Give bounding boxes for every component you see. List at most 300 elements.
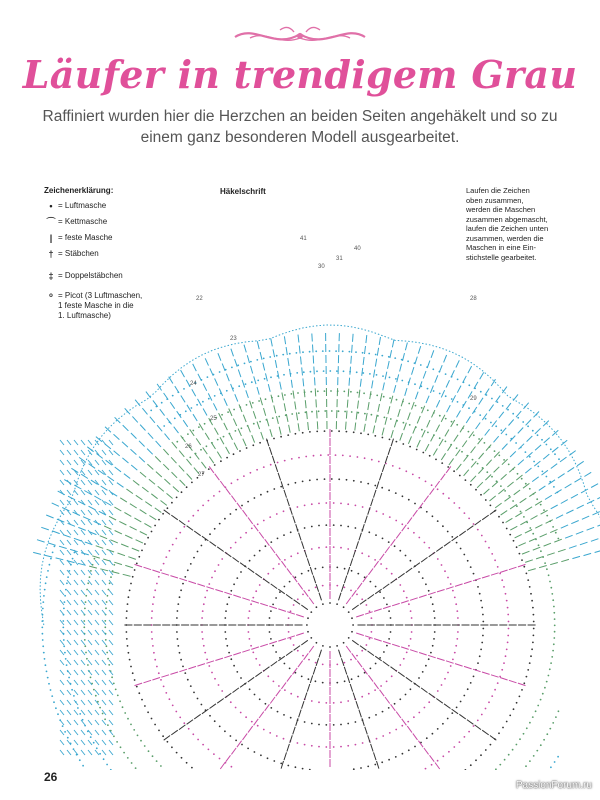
chain-stitch-mark — [110, 769, 112, 770]
stitch-mark — [126, 489, 132, 494]
chain-stitch-mark — [485, 499, 487, 501]
chain-stitch-mark — [347, 723, 349, 725]
chain-stitch-mark — [529, 662, 531, 664]
stitch-mark — [398, 409, 400, 417]
stitch-mark — [104, 526, 111, 529]
chain-stitch-mark — [480, 391, 482, 393]
chain-stitch-mark — [46, 576, 48, 578]
stitch-mark — [490, 496, 496, 501]
stitch-mark — [363, 576, 368, 583]
stitch-mark — [352, 640, 359, 645]
chain-stitch-mark — [298, 457, 300, 459]
chain-stitch-mark — [364, 413, 366, 415]
stitch-mark — [88, 750, 92, 755]
chain-stitch-mark — [529, 488, 531, 490]
chain-stitch-mark — [411, 631, 413, 633]
chain-stitch-mark — [138, 556, 140, 558]
stitch-mark — [160, 409, 165, 415]
stitch-mark — [302, 367, 303, 375]
chain-stitch-mark — [94, 558, 96, 560]
stitch-mark — [270, 547, 275, 554]
chain-stitch-mark — [151, 610, 153, 612]
stitch-mark — [102, 540, 106, 545]
stitch-mark — [290, 507, 293, 515]
stitch-mark — [67, 600, 71, 605]
stitch-mark — [436, 699, 443, 704]
chain-stitch-mark — [304, 505, 306, 507]
chain-stitch-mark — [340, 525, 342, 527]
chain-stitch-mark — [467, 688, 469, 690]
stitch-mark — [436, 425, 440, 432]
chain-stitch-mark — [277, 711, 279, 713]
chain-stitch-mark — [57, 713, 59, 715]
stitch-mark — [174, 427, 179, 433]
chain-stitch-mark — [347, 700, 349, 702]
chain-stitch-mark — [344, 568, 346, 570]
chain-stitch-mark — [136, 686, 138, 688]
chain-stitch-mark — [304, 721, 306, 723]
stitch-mark — [294, 646, 301, 651]
chain-stitch-mark — [470, 566, 472, 568]
chain-stitch-mark — [103, 758, 105, 760]
chain-stitch-mark — [533, 614, 535, 616]
stitch-mark — [261, 432, 264, 440]
chain-stitch-mark — [227, 411, 229, 413]
stitch-mark — [259, 712, 264, 718]
stitch-mark — [67, 530, 71, 535]
chain-stitch-mark — [331, 410, 333, 412]
chain-stitch-mark — [259, 421, 261, 423]
stitch-mark — [466, 416, 470, 423]
chain-stitch-mark — [65, 589, 67, 591]
stitch-mark — [183, 420, 188, 427]
chain-stitch-mark — [402, 753, 404, 755]
stitch-mark — [341, 658, 344, 666]
stitch-mark — [152, 570, 160, 573]
stitch-mark — [445, 430, 449, 437]
stitch-mark — [210, 542, 217, 547]
chain-stitch-mark — [283, 534, 285, 536]
chain-stitch-mark — [533, 755, 535, 757]
chain-stitch-mark — [538, 544, 540, 546]
stitch-mark — [544, 438, 550, 443]
chain-stitch-mark — [311, 526, 313, 528]
chain-stitch-mark — [191, 767, 193, 769]
chain-stitch-mark — [52, 552, 54, 554]
stitch-mark — [95, 570, 99, 575]
stitch-mark — [471, 461, 476, 467]
chain-stitch-mark — [558, 458, 560, 460]
stitch-mark — [248, 677, 254, 682]
stitch-mark — [476, 423, 481, 430]
stitch-mark — [251, 647, 259, 650]
stitch-mark — [547, 553, 555, 556]
stitch-mark — [352, 590, 357, 597]
chain-stitch-mark — [251, 721, 253, 723]
stitch-mark — [293, 516, 296, 524]
stitch-mark — [315, 388, 316, 396]
stitch-mark — [347, 400, 348, 408]
chain-stitch-mark — [342, 455, 344, 457]
chain-stitch-mark — [383, 651, 385, 653]
chain-stitch-mark — [519, 738, 521, 740]
stitch-mark — [95, 590, 99, 595]
stitch-mark — [346, 422, 347, 430]
chain-stitch-mark — [445, 441, 447, 443]
stitch-mark — [233, 557, 239, 562]
stitch-mark — [81, 750, 85, 755]
stitch-mark — [60, 660, 64, 665]
chain-stitch-mark — [214, 570, 216, 572]
chain-stitch-mark — [350, 391, 352, 393]
chain-stitch-mark — [250, 361, 252, 363]
stitch-mark — [225, 693, 232, 698]
chain-stitch-mark — [240, 537, 242, 539]
chain-stitch-mark — [507, 642, 509, 644]
row-number-label: 40 — [354, 246, 361, 252]
stitch-mark — [158, 486, 164, 491]
chain-stitch-mark — [470, 764, 472, 766]
stitch-mark — [398, 573, 405, 578]
stitch-mark — [561, 500, 568, 504]
stitch-mark — [60, 740, 64, 745]
chain-stitch-mark — [421, 407, 423, 409]
chain-stitch-mark — [301, 676, 303, 678]
chain-stitch-mark — [144, 543, 146, 545]
chain-stitch-mark — [42, 645, 44, 647]
chain-stitch-mark — [357, 676, 359, 678]
chain-stitch-mark — [392, 465, 394, 467]
stitch-mark — [456, 360, 459, 367]
stitch-mark — [239, 404, 242, 412]
stitch-mark — [304, 590, 309, 597]
chain-stitch-mark — [491, 695, 493, 697]
stitch-mark — [352, 605, 359, 610]
stitch-mark — [37, 540, 45, 542]
chain-stitch-mark — [395, 492, 397, 494]
stitch-mark — [308, 422, 309, 430]
stitch-mark — [136, 540, 143, 543]
stitch-mark — [293, 391, 294, 399]
stitch-mark — [78, 527, 85, 530]
chain-stitch-mark — [481, 714, 483, 716]
stitch-mark — [81, 710, 85, 715]
stitch-mark — [374, 490, 377, 498]
chain-stitch-mark — [407, 721, 409, 723]
page-title: Läufer in trendigem Grau — [22, 52, 578, 97]
stitch-mark — [220, 437, 224, 444]
chain-stitch-mark — [303, 371, 305, 373]
stitch-mark — [439, 365, 442, 372]
chain-stitch-mark — [395, 729, 397, 731]
stitch-mark — [290, 369, 291, 377]
chain-stitch-mark — [324, 410, 326, 412]
stitch-mark — [375, 589, 382, 594]
chain-stitch-mark — [371, 617, 373, 619]
chain-stitch-mark — [255, 658, 257, 660]
chain-stitch-mark — [127, 652, 129, 654]
chain-stitch-mark — [543, 739, 545, 741]
chain-stitch-mark — [543, 509, 545, 511]
chain-stitch-mark — [83, 620, 85, 622]
chain-stitch-mark — [495, 425, 497, 427]
legend-label: = Doppelstäbchen — [58, 271, 123, 280]
chain-stitch-mark — [276, 355, 278, 357]
stitch-mark — [312, 334, 313, 342]
stitch-mark — [491, 675, 499, 677]
chain-stitch-mark — [463, 695, 465, 697]
chain-stitch-mark — [106, 764, 108, 766]
chain-stitch-mark — [495, 768, 497, 770]
chain-stitch-mark — [413, 716, 415, 718]
chain-stitch-mark — [557, 756, 559, 758]
chain-stitch-mark — [386, 568, 388, 570]
chain-stitch-mark — [316, 642, 318, 644]
chain-stitch-mark — [179, 596, 181, 598]
stitch-mark — [41, 527, 49, 530]
stitch-mark — [437, 658, 445, 660]
chain-stitch-mark — [322, 350, 324, 352]
chain-stitch-mark — [523, 733, 525, 735]
chain-stitch-mark — [296, 352, 298, 354]
chain-stitch-mark — [356, 655, 358, 657]
stitch-mark — [319, 593, 322, 601]
chain-stitch-mark — [252, 652, 254, 654]
chain-stitch-mark — [127, 596, 129, 598]
chain-stitch-mark — [348, 611, 350, 613]
stitch-mark — [234, 443, 238, 450]
chain-stitch-mark — [221, 414, 223, 416]
chain-stitch-mark — [410, 688, 412, 690]
stitch-mark — [102, 720, 106, 725]
stitch-mark — [74, 460, 78, 465]
stitch-mark — [88, 500, 92, 505]
stitch-mark — [153, 400, 158, 406]
chain-stitch-mark — [177, 603, 179, 605]
chain-stitch-mark — [295, 482, 297, 484]
chain-stitch-mark — [218, 684, 220, 686]
chain-stitch-mark — [432, 368, 434, 370]
chain-stitch-mark — [196, 404, 198, 406]
stitch-mark — [59, 546, 67, 548]
chain-stitch-mark — [342, 350, 344, 352]
chain-stitch-mark — [418, 477, 420, 479]
stitch-mark — [67, 670, 71, 675]
stitch-mark — [348, 389, 349, 397]
chain-stitch-mark — [302, 481, 304, 483]
stitch-mark — [95, 660, 99, 665]
chain-stitch-mark — [349, 455, 351, 457]
stitch-mark — [81, 720, 85, 725]
stitch-mark — [298, 335, 299, 343]
chain-stitch-mark — [409, 424, 411, 426]
chain-stitch-mark — [422, 671, 424, 673]
chain-stitch-mark — [498, 516, 500, 518]
chain-stitch-mark — [532, 533, 534, 535]
chain-stitch-mark — [179, 532, 181, 534]
chain-stitch-mark — [318, 525, 320, 527]
stitch-mark — [81, 440, 85, 445]
row-number-label: 30 — [318, 264, 325, 270]
stitch-mark — [374, 752, 377, 760]
stitch-mark — [467, 526, 474, 531]
stitch-mark — [251, 366, 253, 374]
stitch-mark — [60, 510, 64, 515]
stitch-mark — [81, 670, 85, 675]
chain-stitch-mark — [406, 597, 408, 599]
stitch-mark — [240, 563, 247, 568]
stitch-mark — [114, 562, 122, 564]
stitch-mark — [371, 744, 374, 752]
stitch-mark — [518, 444, 524, 450]
stitch-mark — [102, 750, 106, 755]
chain-stitch-mark — [473, 434, 475, 436]
stitch-mark — [473, 669, 481, 672]
chain-stitch-mark — [408, 403, 410, 405]
chain-stitch-mark — [82, 765, 84, 767]
stitch-mark — [193, 414, 197, 421]
chain-stitch-mark — [153, 596, 155, 598]
stitch-mark — [136, 495, 143, 500]
stitch-mark — [88, 640, 92, 645]
chain-stitch-mark — [526, 676, 528, 678]
stitch-mark — [109, 480, 113, 485]
chain-stitch-mark — [457, 401, 459, 403]
chain-stitch-mark — [459, 741, 461, 743]
stitch-mark — [263, 363, 265, 371]
stitch-mark — [269, 447, 272, 455]
chain-stitch-mark — [396, 399, 398, 401]
stitch-mark — [304, 693, 307, 701]
chain-stitch-mark — [315, 680, 317, 682]
chain-stitch-mark — [503, 586, 505, 588]
chain-stitch-mark — [241, 744, 243, 746]
chain-stitch-mark — [428, 590, 430, 592]
stitch-mark — [81, 570, 85, 575]
stitch-mark — [264, 408, 266, 416]
stitch-mark — [431, 434, 435, 441]
stitch-mark — [316, 399, 317, 407]
stitch-mark — [313, 345, 314, 353]
stitch-mark — [370, 391, 371, 399]
stitch-mark — [313, 576, 316, 584]
stitch-mark — [255, 672, 262, 677]
chain-stitch-mark — [338, 410, 340, 412]
stitch-mark — [188, 581, 196, 584]
chain-stitch-mark — [360, 481, 362, 483]
chain-stitch-mark — [388, 356, 390, 358]
chain-stitch-mark — [542, 471, 544, 473]
stitch-mark — [437, 590, 445, 592]
chain-stitch-mark — [477, 662, 479, 664]
stitch-mark — [140, 510, 147, 514]
stitch-mark — [67, 480, 71, 485]
stitch-mark — [407, 726, 412, 733]
title-ornament — [230, 22, 370, 52]
chain-stitch-mark — [284, 586, 286, 588]
stitch-mark — [269, 641, 277, 644]
chain-stitch-mark — [260, 494, 262, 496]
stitch-mark — [226, 374, 229, 382]
chain-stitch-mark — [502, 727, 504, 729]
chain-stitch-mark — [505, 655, 507, 657]
row-number-label: 26 — [185, 444, 192, 450]
chain-stitch-mark — [382, 735, 384, 737]
chain-stitch-mark — [124, 712, 126, 714]
stitch-mark — [131, 433, 137, 439]
chain-stitch-mark — [318, 503, 320, 505]
stitch-mark — [81, 610, 85, 615]
chain-stitch-mark — [505, 434, 507, 436]
stitch-mark — [390, 350, 392, 358]
chain-stitch-mark — [379, 591, 381, 593]
chain-stitch-mark — [176, 497, 178, 499]
chain-stitch-mark — [316, 431, 318, 433]
stitch-mark — [215, 474, 220, 481]
chain-stitch-mark — [233, 453, 235, 455]
chain-stitch-mark — [473, 523, 475, 525]
stitch-mark — [401, 647, 409, 650]
stitch-mark — [287, 568, 292, 574]
chain-stitch-mark — [187, 433, 189, 435]
chain-stitch-mark — [351, 631, 353, 633]
stitch-mark — [81, 740, 85, 745]
stitch-mark — [575, 478, 582, 482]
stitch-mark — [270, 429, 272, 437]
chain-stitch-mark — [290, 717, 292, 719]
chain-stitch-mark — [540, 504, 542, 506]
chain-stitch-mark — [85, 652, 87, 654]
stitch-mark — [217, 547, 224, 552]
chain-stitch-mark — [325, 546, 327, 548]
stitch-mark — [468, 366, 472, 373]
stitch-mark — [88, 600, 92, 605]
stitch-mark — [147, 449, 153, 455]
chain-stitch-mark — [278, 685, 280, 687]
chain-stitch-mark — [464, 512, 466, 514]
chain-stitch-mark — [488, 547, 490, 549]
stitch-mark — [374, 561, 379, 568]
stitch-mark — [74, 740, 78, 745]
chain-stitch-mark — [499, 764, 501, 766]
chain-stitch-mark — [553, 643, 555, 645]
chain-stitch-mark — [403, 590, 405, 592]
chain-stitch-mark — [351, 678, 353, 680]
chain-stitch-mark — [287, 434, 289, 436]
chain-stitch-mark — [72, 558, 74, 560]
chain-stitch-mark — [110, 576, 112, 578]
stitch-mark — [482, 515, 489, 520]
stitch-mark — [272, 456, 275, 464]
chain-stitch-mark — [386, 645, 388, 647]
chain-stitch-mark — [211, 672, 213, 674]
stitch-mark — [60, 580, 64, 585]
stitch-mark — [155, 508, 162, 513]
stitch-mark — [279, 427, 281, 435]
stitch-mark — [377, 348, 378, 356]
chain-stitch-mark — [349, 351, 351, 353]
chain-stitch-mark — [265, 398, 267, 400]
stitch-mark — [92, 556, 100, 558]
stitch-mark — [172, 442, 177, 448]
chain-stitch-mark — [136, 563, 138, 565]
stitch-mark — [435, 481, 440, 488]
chain-stitch-mark — [315, 350, 317, 352]
chain-stitch-mark — [513, 708, 515, 710]
stitch-mark — [464, 455, 469, 461]
chain-stitch-mark — [431, 764, 433, 766]
chain-stitch-mark — [317, 390, 319, 392]
